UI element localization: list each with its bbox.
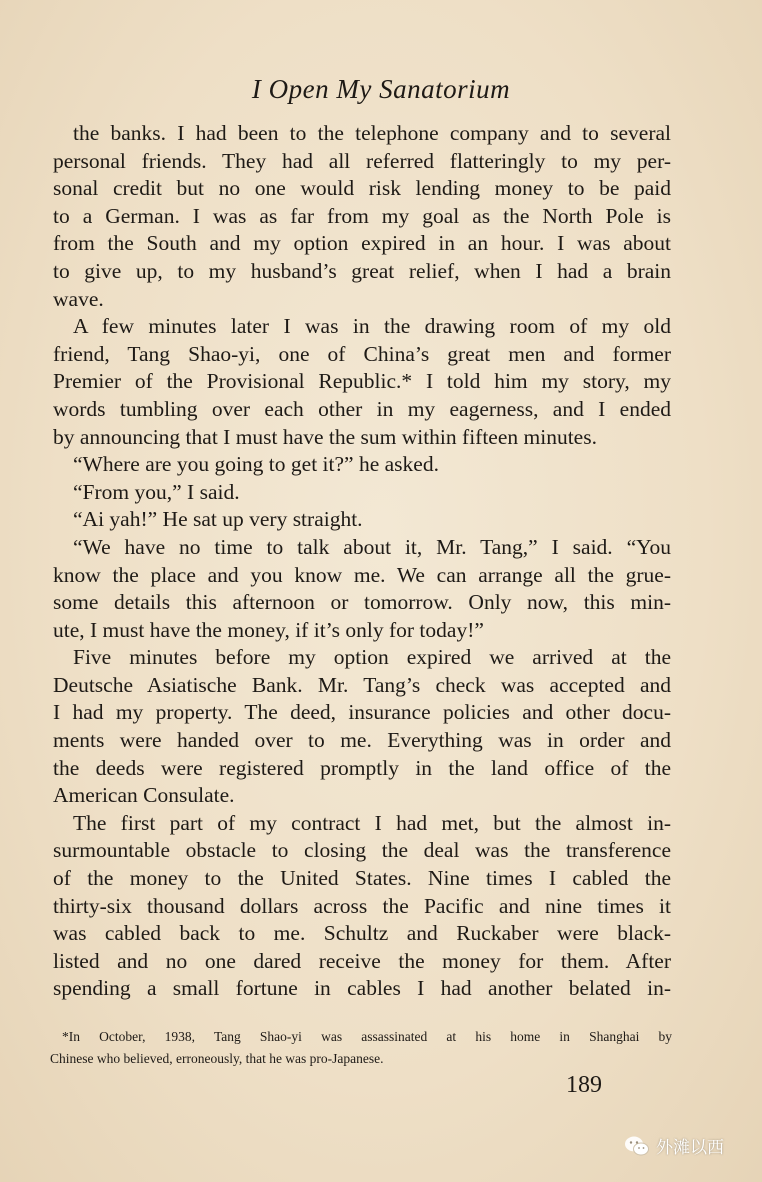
text-line: words tumbling over each other in my eagerness, and I ended bbox=[53, 396, 671, 421]
watermark bbox=[624, 1133, 724, 1158]
text-line: to give up, to my husband’s great relief, when I had a brain bbox=[53, 258, 671, 283]
text-line: American Consulate. bbox=[53, 783, 235, 808]
text-line: of the money to the United States. Nine times I cabled the bbox=[53, 866, 671, 891]
text-line: “Ai yah!” He sat up very straight. bbox=[73, 507, 363, 532]
text-line: to a German. I was as far from my goal as the North Pole is bbox=[53, 203, 671, 228]
running-head: I Open My Sanatorium bbox=[251, 74, 511, 104]
text-line: The first part of my contract I had met, but the almost in- bbox=[73, 810, 671, 835]
text-line: I had my property. The deed, insurance policies and other docu- bbox=[53, 700, 671, 725]
text-line: listed and no one dared receive the money for them. After bbox=[53, 948, 671, 973]
footnote-line: *In October, 1938, Tang Shao-yi was assassinated at his home in Shanghai by bbox=[62, 1029, 672, 1044]
text-line: sonal credit but no one would risk lending money to be paid bbox=[53, 176, 671, 201]
footnote bbox=[50, 1026, 672, 1070]
text-line: Five minutes before my option expired we arrived at the bbox=[73, 645, 671, 670]
page-number: 189 bbox=[566, 1072, 602, 1098]
body-text bbox=[53, 120, 671, 1003]
text-line: know the place and you know me. We can arrange all the grue- bbox=[53, 562, 671, 587]
text-line: personal friends. They had all referred flatteringly to my per- bbox=[53, 148, 671, 173]
footnote-line: Chinese who believed, erroneously, that he was pro-Japanese. bbox=[50, 1051, 384, 1066]
text-line: thirty-six thousand dollars across the Pacific and nine times it bbox=[53, 893, 671, 918]
text-line: surmountable obstacle to closing the deal was the transference bbox=[53, 838, 671, 863]
text-line: was cabled back to me. Schultz and Ruckaber were black- bbox=[53, 921, 671, 946]
text-line: from the South and my option expired in an hour. I was about bbox=[53, 231, 671, 256]
text-line: wave. bbox=[53, 286, 104, 311]
text-line: A few minutes later I was in the drawing room of my old bbox=[73, 314, 671, 339]
text-line: the banks. I had been to the telephone company and to several bbox=[73, 121, 671, 145]
watermark-text: 外滩以西 bbox=[656, 1138, 724, 1158]
text-line: spending a small fortune in cables I had another belated in- bbox=[53, 976, 671, 1001]
wechat-icon bbox=[624, 1135, 650, 1157]
text-line: the deeds were registered promptly in the land office of the bbox=[53, 755, 671, 780]
text-line: some details this afternoon or tomorrow. Only now, this min- bbox=[53, 590, 671, 615]
text-line: “We have no time to talk about it, Mr. Tang,” I said. “You bbox=[73, 534, 671, 559]
text-line: by announcing that I must have the sum within fifteen minutes. bbox=[53, 424, 597, 449]
text-line: Premier of the Provisional Republic.* I told him my story, my bbox=[53, 369, 671, 394]
text-line: friend, Tang Shao-yi, one of China’s great men and former bbox=[53, 341, 671, 366]
text-line: “Where are you going to get it?” he asked. bbox=[73, 452, 439, 477]
text-line: ute, I must have the money, if it’s only for today!” bbox=[53, 617, 484, 642]
text-line: ments were handed over to me. Everything was in order and bbox=[53, 728, 671, 753]
text-line: “From you,” I said. bbox=[73, 479, 240, 504]
text-line: Deutsche Asiatische Bank. Mr. Tang’s check was accepted and bbox=[53, 672, 671, 697]
